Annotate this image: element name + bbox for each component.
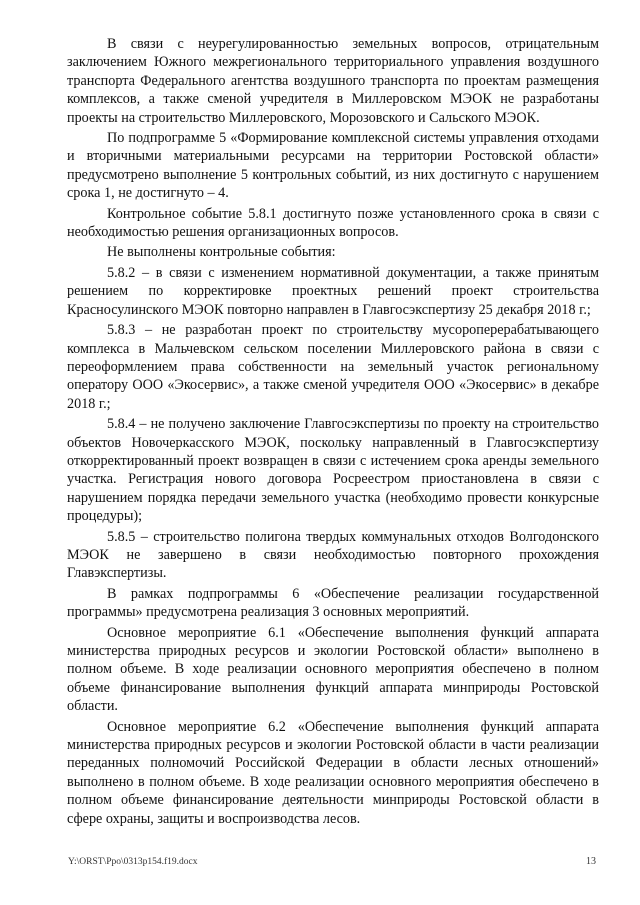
- paragraph-event-5-8-1: Контрольное событие 5.8.1 достигнуто позже установленного срока в связи с необходимостью решения организационных вопросов.: [67, 205, 599, 241]
- paragraph-event-5-8-5: 5.8.5 – строительство полигона твердых коммунальных отходов Волгодонского МЭОК не завершено в связи необходимостью повторного прохождения Главэкспертизы.: [67, 528, 599, 582]
- paragraph-land-issues: В связи с неурегулированностью земельных вопросов, отрицательным заключением Южного межрегионального территориального управления воздушного транспорта Федерального агентства воздушного транспорта по проектам размещения комплексов, а также сменой учредителя в Миллеровском МЭОК не разработаны проекты на строительство Миллеровского, Морозовского и Сальского МЭОК.: [67, 36, 599, 126]
- paragraph-not-completed-heading: Не выполнены контрольные события:: [107, 244, 336, 261]
- footer-page-number: 13: [586, 856, 596, 867]
- paragraph-subprogram-5: По подпрограмме 5 «Формирование комплексной системы управления отходами и вторичными материальными ресурсами на территории Ростовской области» предусмотрено выполнение 5 контрольных событий, из них достигнуто с нарушением срока 1, не достигнуто – 4.: [67, 130, 599, 202]
- paragraph-measure-6-2: Основное мероприятие 6.2 «Обеспечение выполнения функций аппарата министерства природных ресурсов и экологии Ростовской области в части реализации переданных полномочий Российской Федерации в области лесных отношений» выполнено в полном объеме. В ходе реализации основного мероприятия обеспечено в полном объеме финансирование деятельности минприроды Ростовской области в сфере охраны, защиты и воспроизводства лесов.: [67, 718, 599, 827]
- paragraph-event-5-8-2: 5.8.2 – в связи с изменением нормативной документации, а также принятым решением по корректировке проектных решений проект строительства Красносулинского МЭОК повторно направлен в Главгосэкспертизу 25 декабря 2018 г.;: [67, 264, 599, 318]
- paragraph-event-5-8-3: 5.8.3 – не разработан проект по строительству мусороперерабатывающего комплекса в Мальчевском сельском поселении Миллеровского района в связи с переоформлением права собственности на земельный участок региональному оператору ООО «Экосервис», а также сменой учредителя ООО «Экосервис» в декабре 2018 г.;: [67, 322, 599, 412]
- document-body: [67, 35, 599, 830]
- footer-file-path: Y:\ORST\Ppo\0313p154.f19.docx: [68, 857, 198, 867]
- paragraph-event-5-8-4: 5.8.4 – не получено заключение Главгосэкспертизы по проекту на строительство объектов Новочеркасского МЭОК, поскольку направленный в Главгосэкспертизу откорректированный проект возвращен в связи с истечением срока аренды земельного участка. Регистрация нового договора Росреестром приостановлена в связи с нарушением порядка передачи земельного участка (необходимо провести конкурсные процедуры);: [67, 416, 599, 525]
- paragraph-measure-6-1: Основное мероприятие 6.1 «Обеспечение выполнения функций аппарата министерства природных ресурсов и экологии Ростовской области» выполнено в полном объеме. В ходе реализации основного мероприятия обеспечено в полном объеме финансирование выполнения функций аппарата минприроды Ростовской области.: [67, 624, 599, 715]
- paragraph-subprogram-6: В рамках подпрограммы 6 «Обеспечение реализации государственной программы» предусмотрена реализация 3 основных мероприятий.: [67, 585, 599, 621]
